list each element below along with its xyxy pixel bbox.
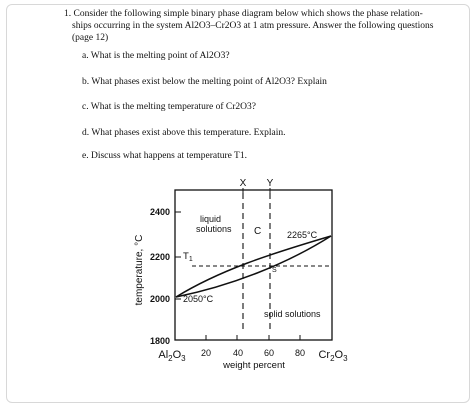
label-s: S xyxy=(272,267,277,274)
question-intro-line1: 1. Consider the following simple binary phase diagram below which shows the phase relation- xyxy=(64,9,423,19)
label-solid-solutions: solid solutions xyxy=(264,309,321,319)
question-intro-line2: ships occurring in the system Al2O3–Cr2O3 at 1 atm pressure. Answer the following questions xyxy=(72,21,434,31)
label-c: C xyxy=(254,226,262,237)
x-tick-label-40: 40 xyxy=(232,348,244,358)
x-tick-label-80: 80 xyxy=(294,348,306,358)
x-tick-label-20: 20 xyxy=(200,348,212,358)
marker-y: Y xyxy=(266,178,274,189)
label-t1: $T_1$ xyxy=(183,251,193,263)
question-item-b: b. What phases exist below the melting point of Al2O3? Explain xyxy=(82,77,327,87)
component-cr2o3: $Cr_2O_3$ xyxy=(318,349,348,363)
question-item-c: c. What is the melting temperature of Cr2O3? xyxy=(82,102,256,112)
y-tick-label-1800: 1800 xyxy=(149,336,170,346)
component-al2o3: $Al_2O_3$ xyxy=(158,349,186,363)
question-intro-line3: (page 12) xyxy=(72,33,109,43)
x-axis-label: weight percent xyxy=(223,360,285,371)
label-2265: 2265°C xyxy=(287,230,318,240)
marker-x: X xyxy=(239,178,247,189)
label-solutions: solutions xyxy=(196,224,232,234)
y-axis-label: temperature, °C xyxy=(134,234,145,306)
question-item-d: d. What phases exist above this temperature. Explain. xyxy=(82,128,286,138)
y-tick-label-2400: 2400 xyxy=(149,207,170,217)
question-item-a: a. What is the melting point of Al2O3? xyxy=(82,51,230,61)
label-liquid: liquid xyxy=(200,214,222,224)
label-2050: 2050°C xyxy=(183,294,214,304)
y-tick-label-2000: 2000 xyxy=(149,294,170,304)
y-tick-label-2200: 2200 xyxy=(149,252,170,262)
question-item-e: e. Discuss what happens at temperature T1. xyxy=(82,151,247,161)
x-tick-label-60: 60 xyxy=(263,348,275,358)
